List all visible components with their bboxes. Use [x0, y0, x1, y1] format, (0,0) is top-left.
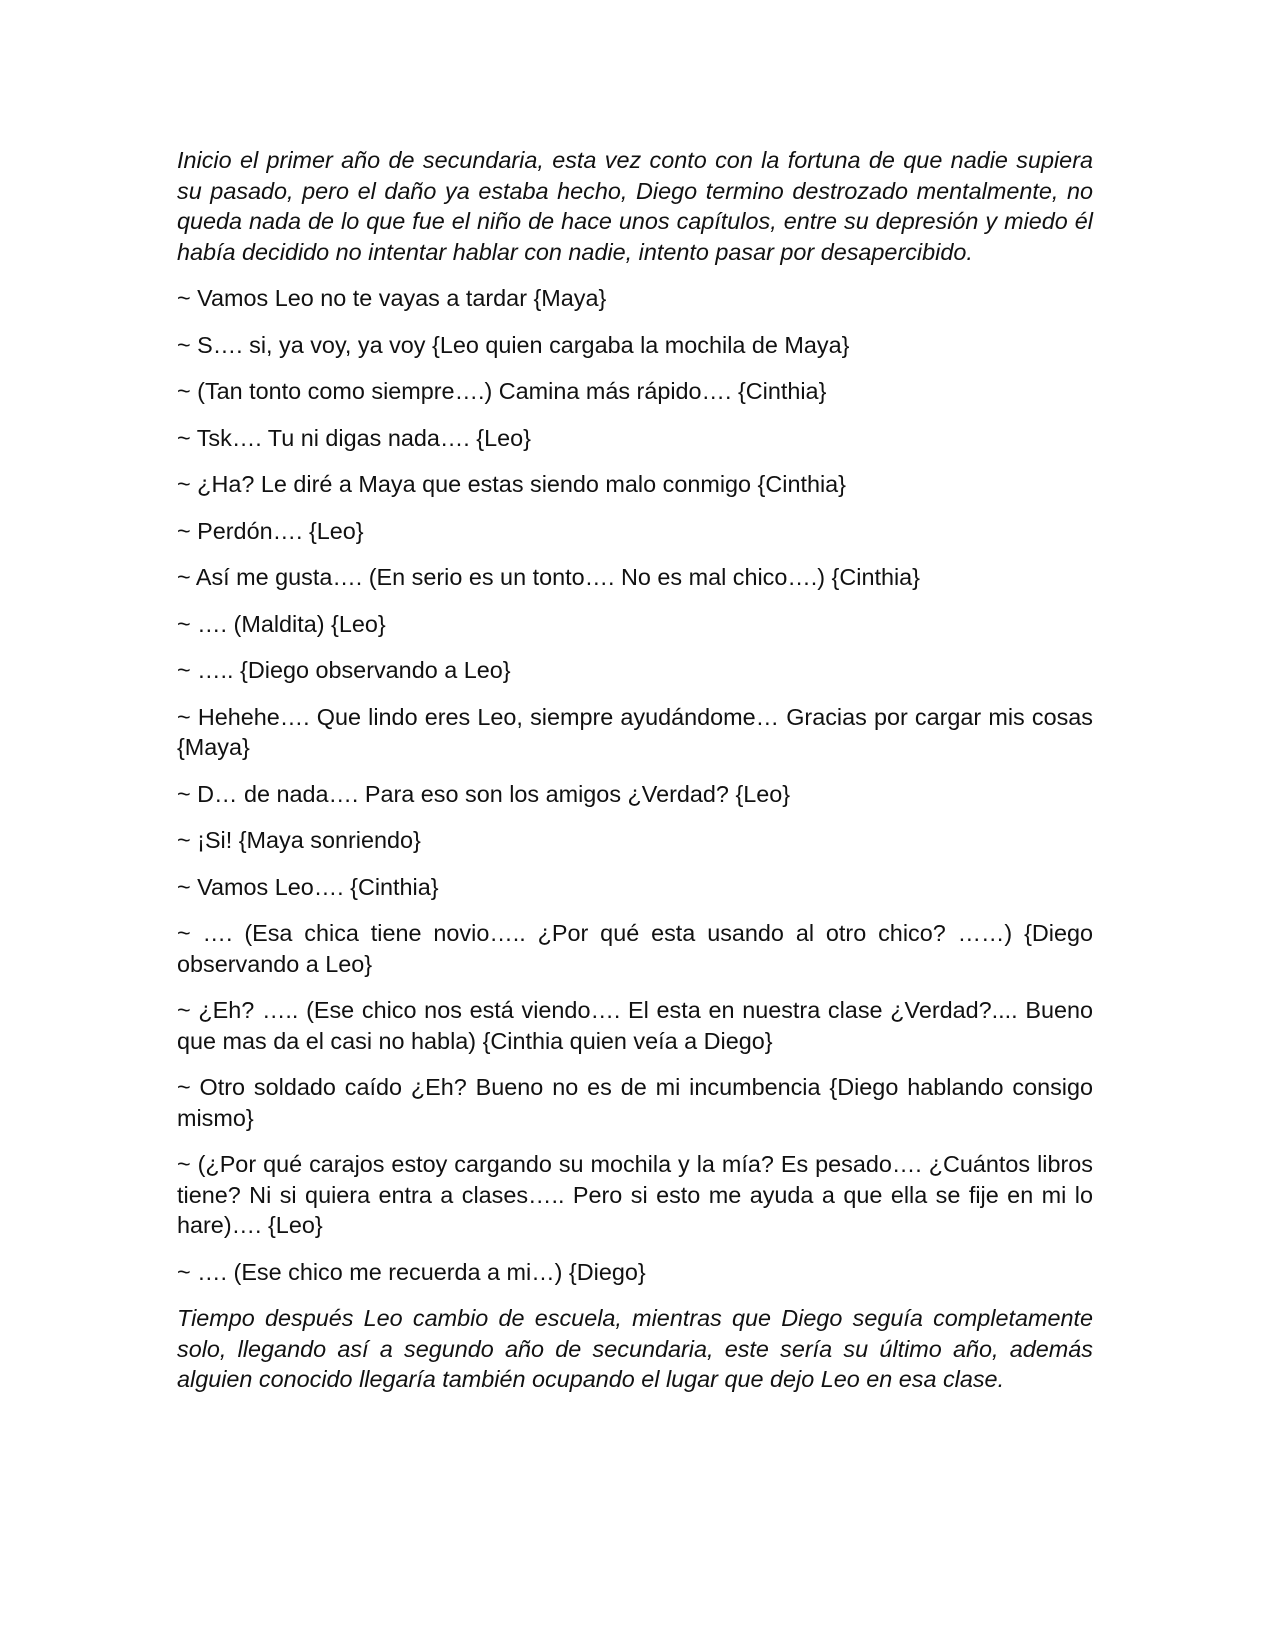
- dialogue-line: ~ Hehehe…. Que lindo eres Leo, siempre ayudándome… Gracias por cargar mis cosas {Maya}: [177, 703, 1093, 760]
- dialogue-line: ~ Así me gusta…. (En serio es un tonto…. No es mal chico….) {Cinthia}: [177, 564, 920, 590]
- narration-paragraph: Inicio el primer año de secundaria, esta vez conto con la fortuna de que nadie supiera su pasado, pero el daño ya estaba hecho, Diego termino destrozado mentalmente, no queda nada de lo que fue el niño de hace unos capítulos, entre su depresión y miedo él había decidido no intentar hablar con nadie, intento pasar por desapercibido.: [177, 147, 1093, 265]
- dialogue-line: ~ …. (Ese chico me recuerda a mi…) {Diego}: [177, 1258, 646, 1285]
- document-page: [177, 145, 1093, 1411]
- dialogue-line: ~ ¡Si! {Maya sonriendo}: [177, 827, 421, 853]
- dialogue-line: ~ ….. {Diego observando a Leo}: [177, 657, 511, 683]
- dialogue-line: ~ Otro soldado caído ¿Eh? Bueno no es de mi incumbencia {Diego hablando consigo mismo}: [177, 1074, 1093, 1131]
- narration-paragraph: Tiempo después Leo cambio de escuela, mientras que Diego seguía completamente solo, llegando así a segundo año de secundaria, este sería su último año, además alguien conocido llegaría también ocupando el lugar que dejo Leo en esa clase.: [177, 1305, 1093, 1392]
- dialogue-line: ~ S…. si, ya voy, ya voy {Leo quien cargaba la mochila de Maya}: [177, 331, 850, 358]
- dialogue-line: ~ Vamos Leo…. {Cinthia}: [177, 873, 439, 900]
- dialogue-line: ~ ¿Eh? ….. (Ese chico nos está viendo…. El esta en nuestra clase ¿Verdad?.... Bueno que mas da el casi no habla) {Cinthia quien veía a Diego}: [177, 997, 1093, 1054]
- dialogue-line: ~ (Tan tonto como siempre….) Camina más rápido…. {Cinthia}: [177, 378, 827, 404]
- dialogue-line: ~ D… de nada…. Para eso son los amigos ¿Verdad? {Leo}: [177, 780, 791, 807]
- dialogue-line: ~ Vamos Leo no te vayas a tardar {Maya}: [177, 285, 607, 311]
- dialogue-line: ~ ¿Ha? Le diré a Maya que estas siendo malo conmigo {Cinthia}: [177, 471, 846, 497]
- dialogue-line: ~ Tsk…. Tu ni digas nada…. {Leo}: [177, 424, 531, 451]
- dialogue-line: ~ (¿Por qué carajos estoy cargando su mochila y la mía? Es pesado…. ¿Cuántos libros tiene? Ni si quiera entra a clases….. Pero si esto me ayuda a que ella se fije en mi lo hare)…. {Leo}: [177, 1151, 1093, 1238]
- dialogue-line: ~ …. (Esa chica tiene novio….. ¿Por qué esta usando al otro chico? ……) {Diego observando a Leo}: [177, 920, 1093, 977]
- dialogue-line: ~ Perdón…. {Leo}: [177, 517, 364, 544]
- dialogue-line: ~ …. (Maldita) {Leo}: [177, 610, 386, 637]
